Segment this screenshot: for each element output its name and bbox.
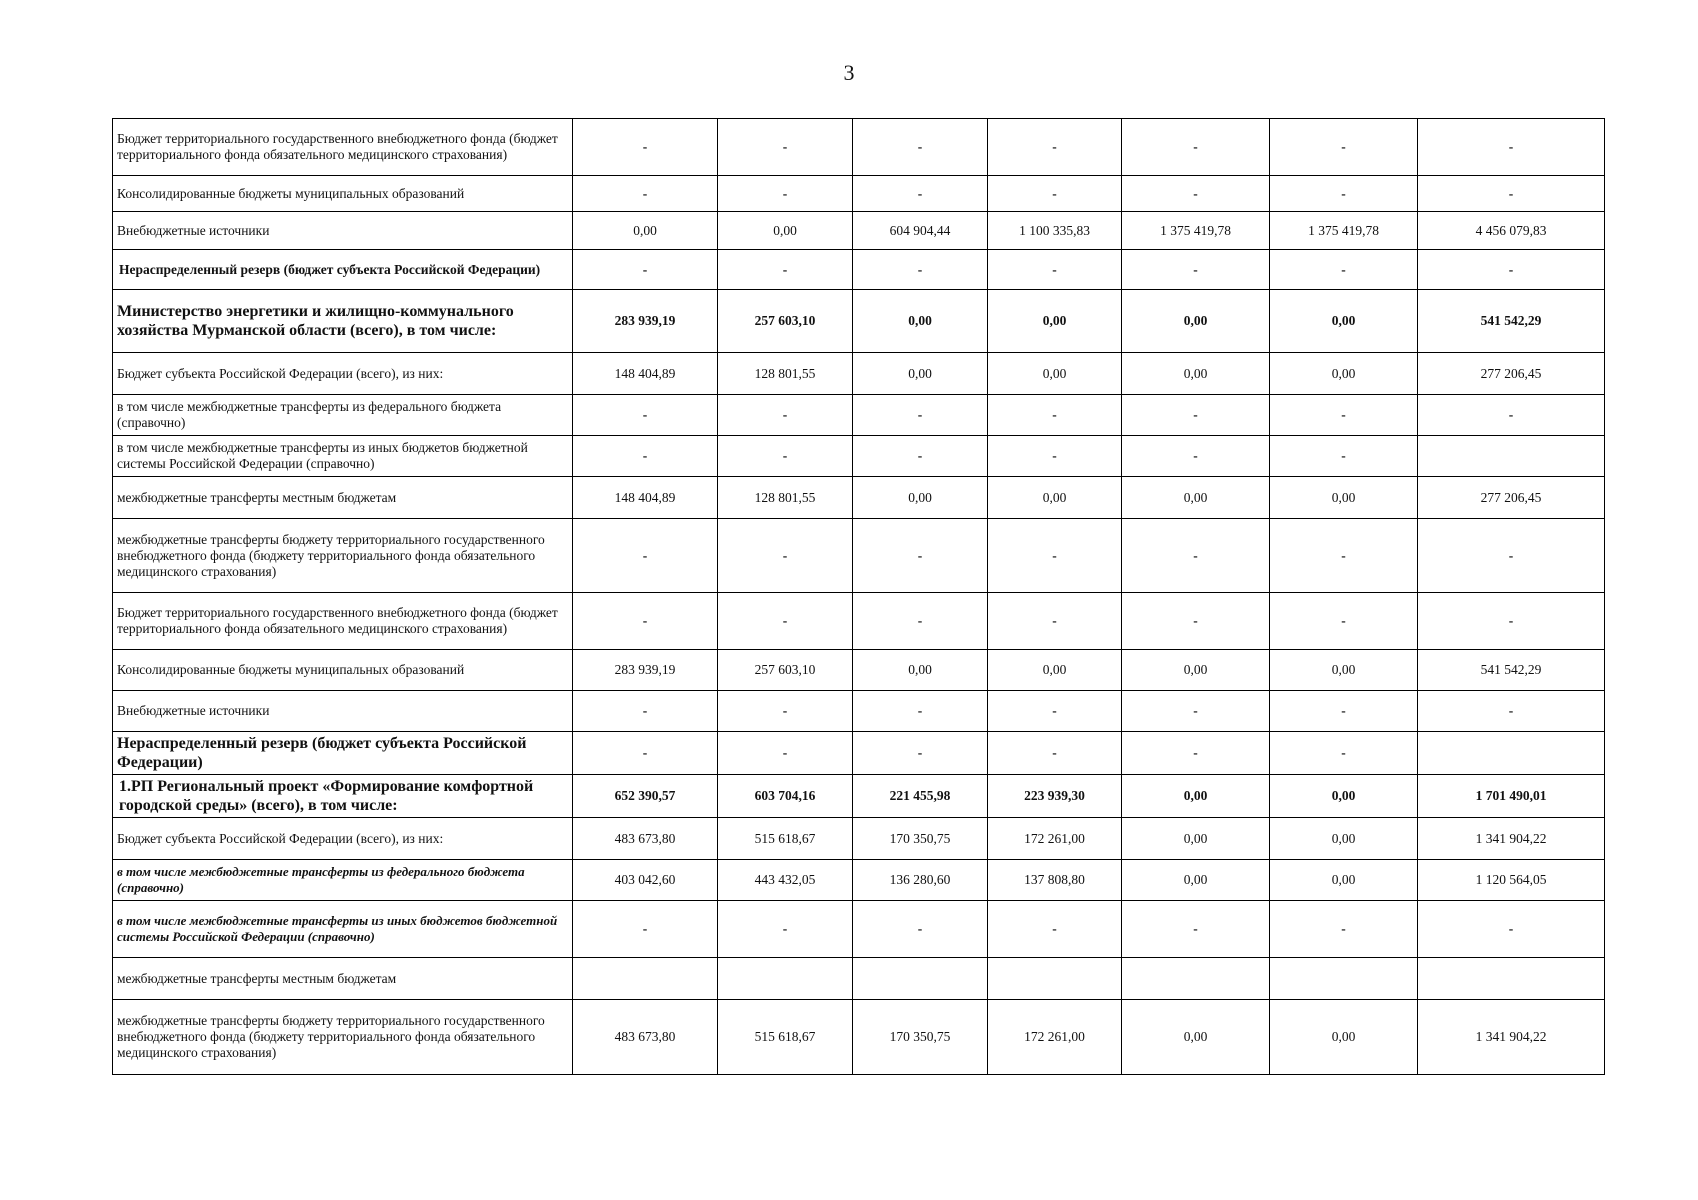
value-cell: -: [853, 119, 988, 176]
value-cell: -: [1418, 901, 1605, 958]
table-row: [113, 1000, 1605, 1075]
value-cell: 170 350,75: [853, 1000, 988, 1075]
value-cell: [1418, 436, 1605, 477]
value-cell: [718, 958, 853, 1000]
value-cell: 172 261,00: [988, 1000, 1122, 1075]
value-cell: 0,00: [1270, 775, 1418, 818]
value-cell: -: [853, 519, 988, 593]
value-cell: [573, 958, 718, 1000]
value-cell: 0,00: [1122, 775, 1270, 818]
value-cell: -: [853, 395, 988, 436]
value-cell: -: [1418, 593, 1605, 650]
value-cell: -: [718, 436, 853, 477]
value-cell: 652 390,57: [573, 775, 718, 818]
value-cell: 0,00: [853, 477, 988, 519]
value-cell: -: [1270, 119, 1418, 176]
row-label: в том числе межбюджетные трансферты из федерального бюджета (справочно): [113, 395, 573, 436]
value-cell: 277 206,45: [1418, 477, 1605, 519]
value-cell: 0,00: [853, 290, 988, 353]
row-label: Бюджет субъекта Российской Федерации (всего), из них:: [113, 353, 573, 395]
value-cell: -: [1270, 901, 1418, 958]
value-cell: 257 603,10: [718, 290, 853, 353]
value-cell: -: [1122, 732, 1270, 775]
table-row: [113, 519, 1605, 593]
value-cell: -: [1122, 901, 1270, 958]
value-cell: 0,00: [1270, 860, 1418, 901]
table-row: [113, 593, 1605, 650]
value-cell: -: [1122, 519, 1270, 593]
value-cell: [1418, 732, 1605, 775]
table-row: [113, 250, 1605, 290]
row-label: межбюджетные трансферты местным бюджетам: [113, 477, 573, 519]
value-cell: 483 673,80: [573, 818, 718, 860]
table-row: [113, 901, 1605, 958]
value-cell: -: [573, 732, 718, 775]
value-cell: 0,00: [1122, 353, 1270, 395]
value-cell: 128 801,55: [718, 353, 853, 395]
row-label: межбюджетные трансферты бюджету территориального государственного внебюджетного фонда (бюджету территориального фонда обязательного медицинского страхования): [113, 1000, 573, 1075]
row-label: межбюджетные трансферты бюджету территориального государственного внебюджетного фонда (бюджету территориального фонда обязательного медицинского страхования): [113, 519, 573, 593]
value-cell: -: [1122, 395, 1270, 436]
row-label: Нераспределенный резерв (бюджет субъекта Российской Федерации): [113, 732, 573, 775]
value-cell: 1 341 904,22: [1418, 1000, 1605, 1075]
value-cell: -: [1418, 691, 1605, 732]
value-cell: -: [988, 436, 1122, 477]
value-cell: 4 456 079,83: [1418, 212, 1605, 250]
row-label: в том числе межбюджетные трансферты из иных бюджетов бюджетной системы Российской Федерации (справочно): [113, 901, 573, 958]
value-cell: 0,00: [853, 650, 988, 691]
value-cell: 257 603,10: [718, 650, 853, 691]
value-cell: 1 375 419,78: [1122, 212, 1270, 250]
value-cell: -: [573, 250, 718, 290]
value-cell: -: [573, 901, 718, 958]
value-cell: -: [1270, 593, 1418, 650]
value-cell: -: [718, 519, 853, 593]
table-row: [113, 477, 1605, 519]
table-row: [113, 958, 1605, 1000]
row-label: Бюджет территориального государственного внебюджетного фонда (бюджет территориального фонда обязательного медицинского страхования): [113, 593, 573, 650]
value-cell: 0,00: [853, 353, 988, 395]
value-cell: -: [1270, 519, 1418, 593]
value-cell: 0,00: [988, 477, 1122, 519]
value-cell: -: [988, 901, 1122, 958]
value-cell: [1122, 958, 1270, 1000]
table-row: [113, 775, 1605, 818]
value-cell: 0,00: [1122, 1000, 1270, 1075]
value-cell: 0,00: [1122, 860, 1270, 901]
row-label: Нераспределенный резерв (бюджет субъекта Российской Федерации): [113, 250, 573, 290]
row-label: Консолидированные бюджеты муниципальных образований: [113, 176, 573, 212]
value-cell: 283 939,19: [573, 650, 718, 691]
value-cell: 0,00: [1270, 290, 1418, 353]
value-cell: -: [573, 176, 718, 212]
value-cell: -: [988, 691, 1122, 732]
table-row: [113, 436, 1605, 477]
value-cell: -: [1270, 250, 1418, 290]
value-cell: 277 206,45: [1418, 353, 1605, 395]
table-row: [113, 732, 1605, 775]
value-cell: 1 341 904,22: [1418, 818, 1605, 860]
value-cell: -: [573, 519, 718, 593]
value-cell: [988, 958, 1122, 1000]
value-cell: -: [1418, 519, 1605, 593]
value-cell: 403 042,60: [573, 860, 718, 901]
row-label: Бюджет территориального государственного внебюджетного фонда (бюджет территориального фонда обязательного медицинского страхования): [113, 119, 573, 176]
value-cell: 172 261,00: [988, 818, 1122, 860]
value-cell: -: [1122, 436, 1270, 477]
value-cell: 0,00: [1270, 353, 1418, 395]
value-cell: -: [718, 250, 853, 290]
row-label: Консолидированные бюджеты муниципальных образований: [113, 650, 573, 691]
row-label: Внебюджетные источники: [113, 212, 573, 250]
value-cell: -: [853, 436, 988, 477]
value-cell: -: [988, 395, 1122, 436]
value-cell: -: [1418, 395, 1605, 436]
value-cell: 137 808,80: [988, 860, 1122, 901]
value-cell: -: [1270, 691, 1418, 732]
value-cell: -: [573, 436, 718, 477]
value-cell: 1 701 490,01: [1418, 775, 1605, 818]
value-cell: -: [853, 691, 988, 732]
value-cell: 221 455,98: [853, 775, 988, 818]
value-cell: -: [988, 119, 1122, 176]
value-cell: 0,00: [573, 212, 718, 250]
value-cell: -: [718, 395, 853, 436]
value-cell: -: [988, 593, 1122, 650]
row-label: Министерство энергетики и жилищно-коммунального хозяйства Мурманской области (всего), в том числе:: [113, 290, 573, 353]
value-cell: -: [1122, 176, 1270, 212]
budget-table-body: [113, 119, 1605, 1075]
value-cell: 223 939,30: [988, 775, 1122, 818]
value-cell: 604 904,44: [853, 212, 988, 250]
value-cell: 1 375 419,78: [1270, 212, 1418, 250]
row-label: 1.РП Региональный проект «Формирование комфортной городской среды» (всего), в том числе:: [113, 775, 573, 818]
value-cell: -: [718, 732, 853, 775]
table-row: [113, 176, 1605, 212]
table-row: [113, 353, 1605, 395]
value-cell: 148 404,89: [573, 353, 718, 395]
value-cell: -: [853, 901, 988, 958]
value-cell: -: [1418, 250, 1605, 290]
value-cell: -: [853, 593, 988, 650]
value-cell: -: [1122, 593, 1270, 650]
value-cell: 0,00: [1270, 818, 1418, 860]
value-cell: -: [718, 593, 853, 650]
value-cell: 283 939,19: [573, 290, 718, 353]
value-cell: 483 673,80: [573, 1000, 718, 1075]
value-cell: 0,00: [1270, 650, 1418, 691]
value-cell: -: [718, 691, 853, 732]
table-row: [113, 818, 1605, 860]
value-cell: -: [718, 119, 853, 176]
value-cell: -: [573, 593, 718, 650]
table-row: [113, 290, 1605, 353]
row-label: в том числе межбюджетные трансферты из иных бюджетов бюджетной системы Российской Федерации (справочно): [113, 436, 573, 477]
value-cell: -: [988, 176, 1122, 212]
value-cell: -: [718, 176, 853, 212]
value-cell: 0,00: [1270, 1000, 1418, 1075]
value-cell: -: [1418, 176, 1605, 212]
row-label: Бюджет субъекта Российской Федерации (всего), из них:: [113, 818, 573, 860]
value-cell: -: [853, 732, 988, 775]
value-cell: [853, 958, 988, 1000]
value-cell: 0,00: [1122, 477, 1270, 519]
value-cell: 0,00: [1122, 290, 1270, 353]
value-cell: 443 432,05: [718, 860, 853, 901]
value-cell: -: [1270, 732, 1418, 775]
value-cell: 541 542,29: [1418, 650, 1605, 691]
value-cell: -: [1270, 176, 1418, 212]
value-cell: -: [988, 519, 1122, 593]
value-cell: 0,00: [988, 353, 1122, 395]
table-row: [113, 650, 1605, 691]
row-label: межбюджетные трансферты местным бюджетам: [113, 958, 573, 1000]
row-label: Внебюджетные источники: [113, 691, 573, 732]
table-row: [113, 860, 1605, 901]
value-cell: 0,00: [988, 650, 1122, 691]
value-cell: [1270, 958, 1418, 1000]
value-cell: 148 404,89: [573, 477, 718, 519]
value-cell: -: [718, 901, 853, 958]
value-cell: 0,00: [1122, 650, 1270, 691]
value-cell: -: [573, 395, 718, 436]
value-cell: -: [988, 250, 1122, 290]
value-cell: 1 100 335,83: [988, 212, 1122, 250]
table-row: [113, 691, 1605, 732]
page-number: 3: [843, 60, 855, 85]
value-cell: -: [1418, 119, 1605, 176]
value-cell: -: [1122, 119, 1270, 176]
value-cell: 0,00: [1270, 477, 1418, 519]
value-cell: -: [1122, 691, 1270, 732]
value-cell: -: [988, 732, 1122, 775]
value-cell: 0,00: [988, 290, 1122, 353]
budget-table: [112, 118, 1605, 1075]
value-cell: -: [853, 250, 988, 290]
value-cell: -: [1122, 250, 1270, 290]
value-cell: -: [1270, 436, 1418, 477]
value-cell: 0,00: [718, 212, 853, 250]
value-cell: -: [573, 691, 718, 732]
value-cell: [1418, 958, 1605, 1000]
value-cell: 541 542,29: [1418, 290, 1605, 353]
value-cell: 0,00: [1122, 818, 1270, 860]
value-cell: 128 801,55: [718, 477, 853, 519]
value-cell: 515 618,67: [718, 1000, 853, 1075]
value-cell: -: [1270, 395, 1418, 436]
value-cell: 136 280,60: [853, 860, 988, 901]
value-cell: 603 704,16: [718, 775, 853, 818]
value-cell: -: [853, 176, 988, 212]
value-cell: 1 120 564,05: [1418, 860, 1605, 901]
value-cell: 515 618,67: [718, 818, 853, 860]
value-cell: -: [573, 119, 718, 176]
value-cell: 170 350,75: [853, 818, 988, 860]
row-label: в том числе межбюджетные трансферты из федерального бюджета (справочно): [113, 860, 573, 901]
table-row: [113, 212, 1605, 250]
table-row: [113, 119, 1605, 176]
table-row: [113, 395, 1605, 436]
